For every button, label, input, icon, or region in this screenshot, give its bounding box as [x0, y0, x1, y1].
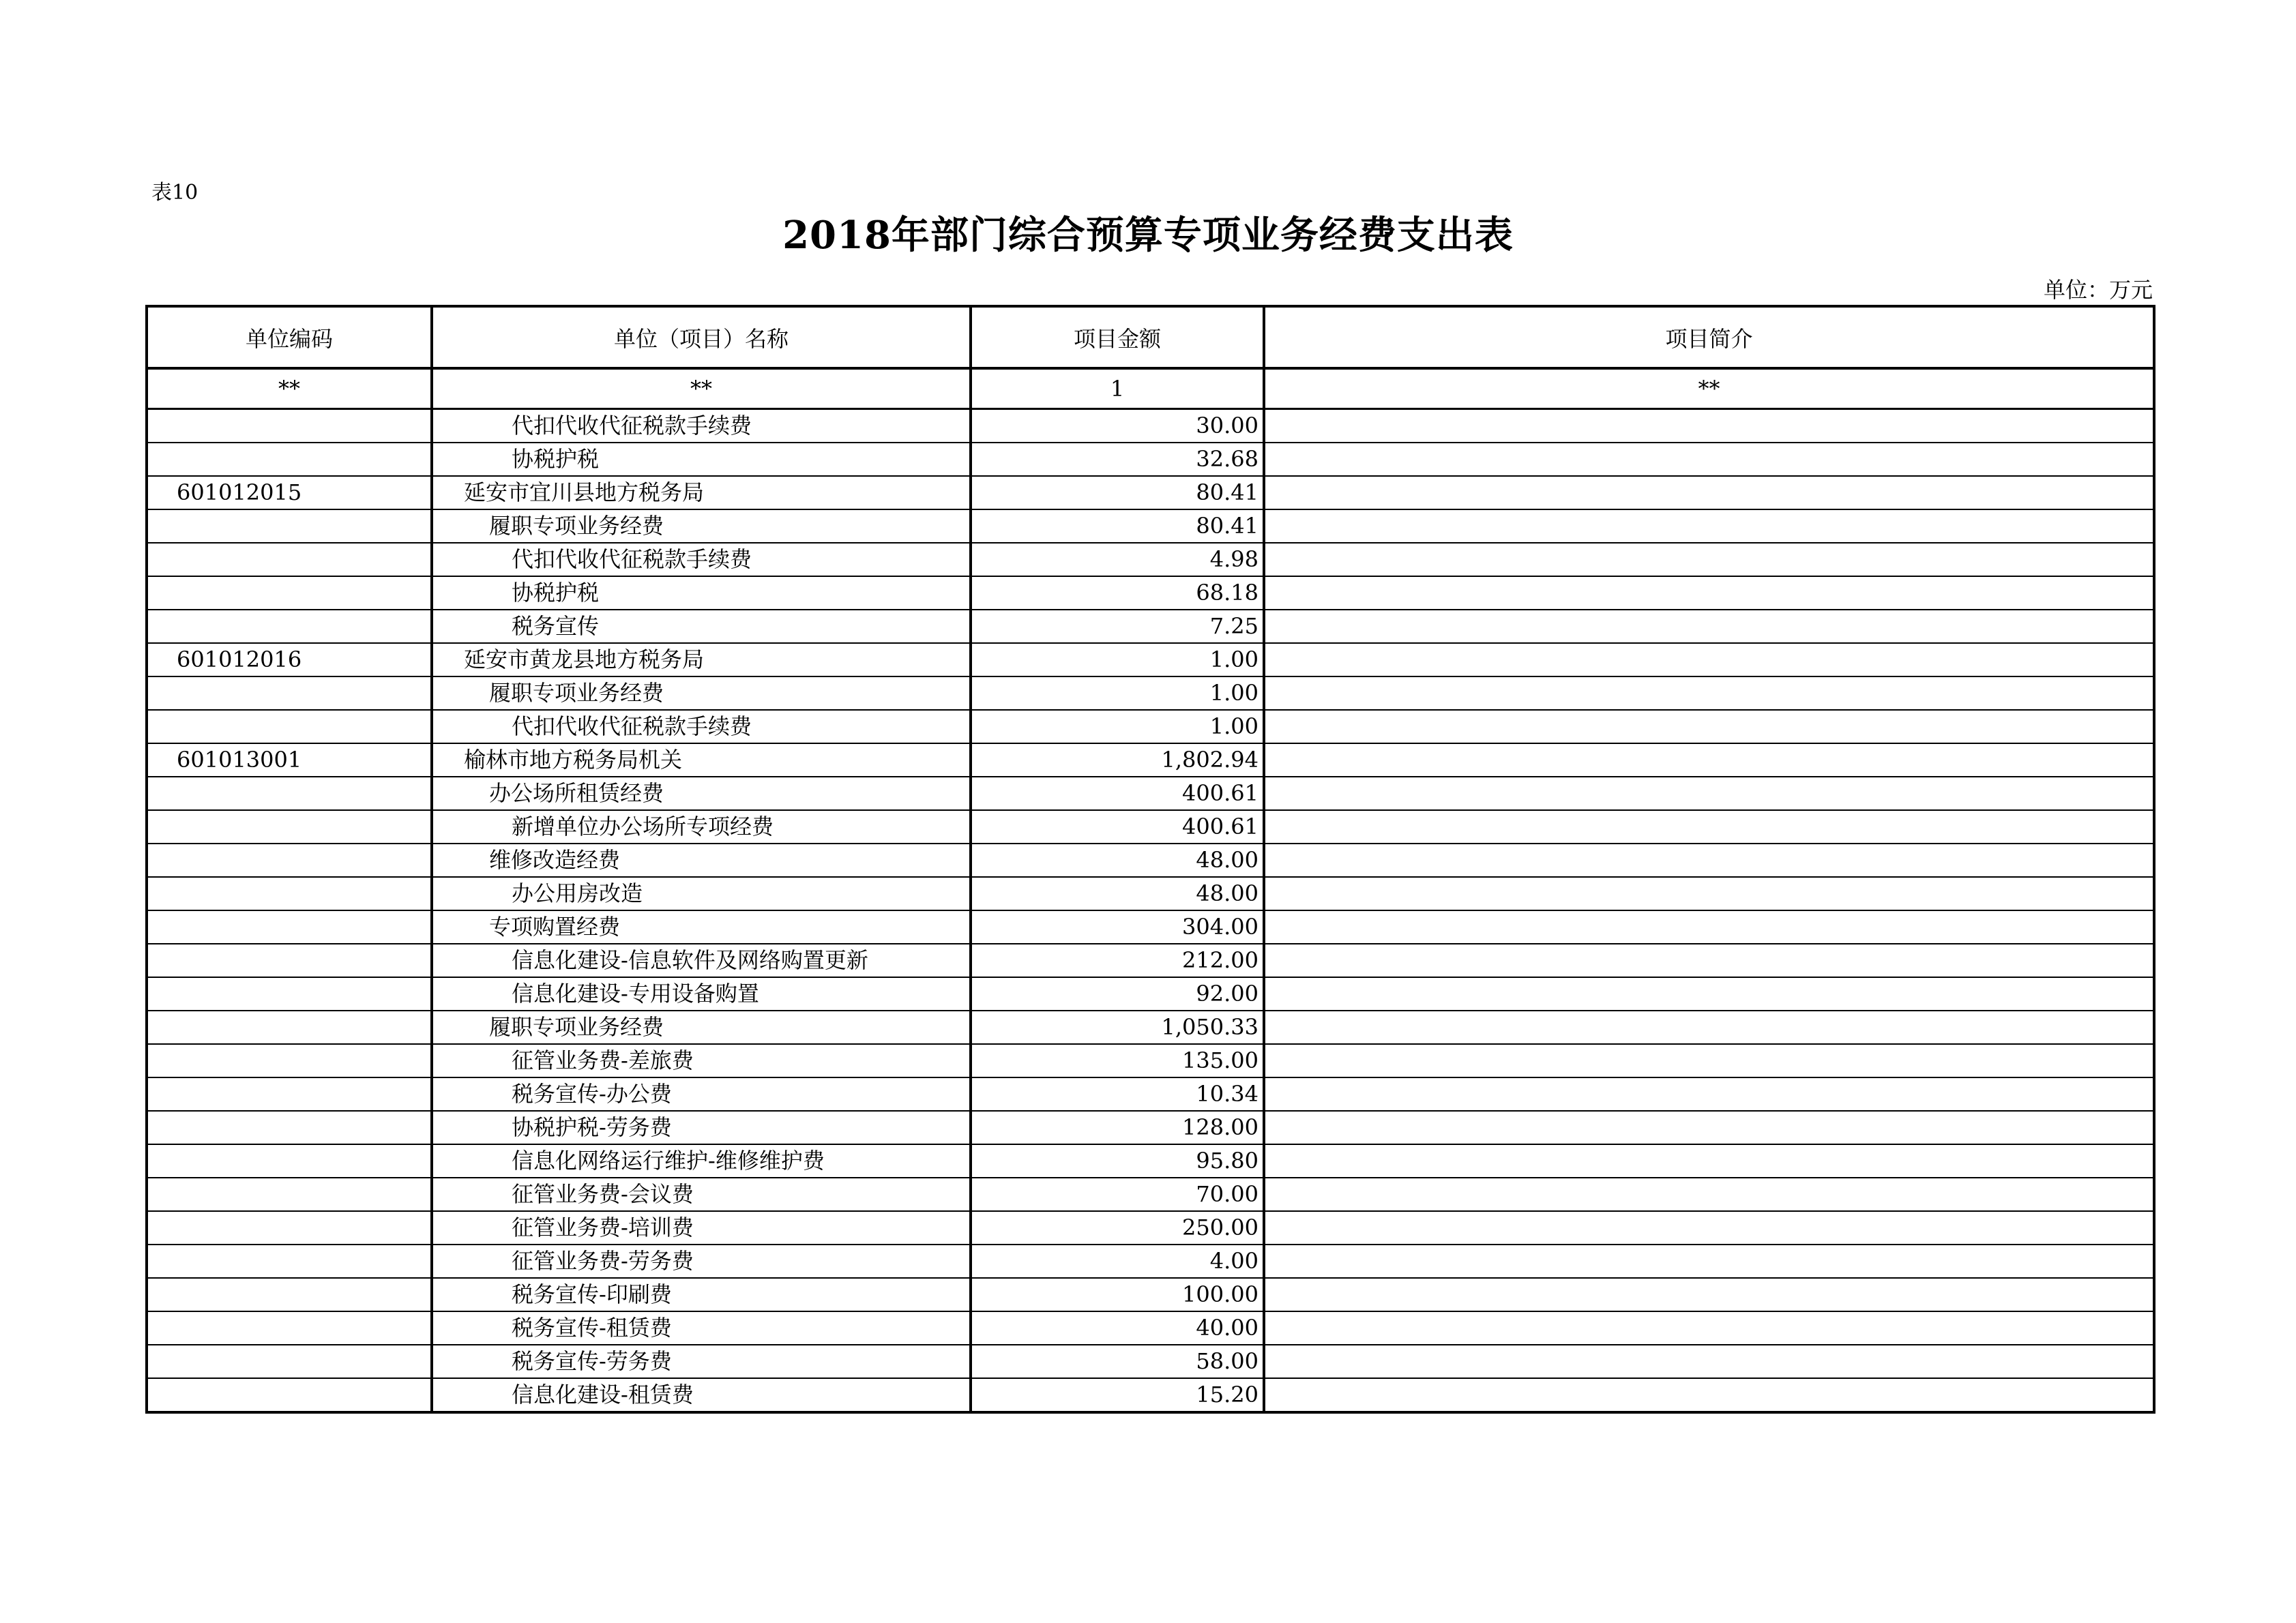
table-row: [147, 1278, 2154, 1311]
unit-code-cell: [147, 509, 432, 543]
amount-cell: 100.00: [971, 1278, 1264, 1311]
item-name-cell: 协税护税: [432, 576, 971, 610]
item-name-cell: 专项购置经费: [432, 910, 971, 944]
amount-cell: 1,050.33: [971, 1011, 1264, 1044]
marker-name: **: [432, 368, 971, 409]
intro-cell: [1264, 1245, 2154, 1278]
table-row: [147, 1245, 2154, 1278]
intro-cell: [1264, 810, 2154, 844]
item-name-cell: 代扣代收代征税款手续费: [432, 710, 971, 743]
item-name-cell: 延安市黄龙县地方税务局: [432, 643, 971, 676]
item-name-cell: 税务宣传-租赁费: [432, 1311, 971, 1345]
amount-cell: 400.61: [971, 777, 1264, 810]
amount-cell: 1.00: [971, 710, 1264, 743]
amount-cell: 80.41: [971, 509, 1264, 543]
unit-code-cell: [147, 443, 432, 476]
amount-cell: 212.00: [971, 944, 1264, 977]
intro-cell: [1264, 877, 2154, 910]
item-name-cell: 办公用房改造: [432, 877, 971, 910]
intro-cell: [1264, 1378, 2154, 1412]
unit-code-cell: [147, 777, 432, 810]
unit-code-cell: [147, 1211, 432, 1245]
amount-cell: 30.00: [971, 409, 1264, 443]
intro-cell: [1264, 676, 2154, 710]
intro-cell: [1264, 1211, 2154, 1245]
amount-cell: 4.98: [971, 543, 1264, 576]
intro-cell: [1264, 1178, 2154, 1211]
table-row: [147, 810, 2154, 844]
table-row: [147, 1211, 2154, 1245]
unit-code-cell: [147, 1111, 432, 1144]
table-row: [147, 777, 2154, 810]
item-name-cell: 履职专项业务经费: [432, 509, 971, 543]
item-name-cell: 税务宣传-办公费: [432, 1077, 971, 1111]
unit-code-cell: [147, 977, 432, 1011]
item-name-cell: 信息化建设-租赁费: [432, 1378, 971, 1412]
intro-cell: [1264, 1011, 2154, 1044]
item-name-cell: 榆林市地方税务局机关: [432, 743, 971, 777]
unit-code-cell: [147, 409, 432, 443]
intro-cell: [1264, 777, 2154, 810]
unit-code-cell: [147, 810, 432, 844]
intro-cell: [1264, 409, 2154, 443]
marker-row: [147, 368, 2154, 409]
table-row: [147, 710, 2154, 743]
column-header-intro: 项目简介: [1264, 306, 2154, 368]
item-name-cell: 税务宣传-印刷费: [432, 1278, 971, 1311]
table-row: [147, 944, 2154, 977]
unit-code-cell: [147, 1311, 432, 1345]
item-name-cell: 履职专项业务经费: [432, 676, 971, 710]
intro-cell: [1264, 543, 2154, 576]
amount-cell: 135.00: [971, 1044, 1264, 1077]
item-name-cell: 协税护税-劳务费: [432, 1111, 971, 1144]
amount-cell: 304.00: [971, 910, 1264, 944]
marker-amount: 1: [971, 368, 1264, 409]
intro-cell: [1264, 643, 2154, 676]
intro-cell: [1264, 1311, 2154, 1345]
table-row: [147, 1077, 2154, 1111]
unit-code-cell: [147, 1077, 432, 1111]
budget-table: [145, 305, 2155, 1414]
amount-cell: 92.00: [971, 977, 1264, 1011]
item-name-cell: 新增单位办公场所专项经费: [432, 810, 971, 844]
amount-cell: 15.20: [971, 1378, 1264, 1412]
amount-cell: 58.00: [971, 1345, 1264, 1378]
item-name-cell: 信息化网络运行维护-维修维护费: [432, 1144, 971, 1178]
amount-cell: 48.00: [971, 844, 1264, 877]
table-row: [147, 676, 2154, 710]
unit-code-cell: [147, 676, 432, 710]
item-name-cell: 征管业务费-会议费: [432, 1178, 971, 1211]
intro-cell: [1264, 443, 2154, 476]
item-name-cell: 信息化建设-信息软件及网络购置更新: [432, 944, 971, 977]
amount-cell: 128.00: [971, 1111, 1264, 1144]
item-name-cell: 代扣代收代征税款手续费: [432, 543, 971, 576]
document-title: 2018年部门综合预算专项业务经费支出表: [782, 213, 1514, 258]
intro-cell: [1264, 1111, 2154, 1144]
table-row: [147, 910, 2154, 944]
table-row: [147, 509, 2154, 543]
unit-code-cell: [147, 1278, 432, 1311]
table-row: [147, 977, 2154, 1011]
item-name-cell: 征管业务费-劳务费: [432, 1245, 971, 1278]
item-name-cell: 征管业务费-培训费: [432, 1211, 971, 1245]
unit-code-cell: [147, 1044, 432, 1077]
item-name-cell: 办公场所租赁经费: [432, 777, 971, 810]
table-row: [147, 610, 2154, 643]
item-name-cell: 代扣代收代征税款手续费: [432, 409, 971, 443]
amount-cell: 1,802.94: [971, 743, 1264, 777]
table-row: [147, 877, 2154, 910]
amount-cell: 1.00: [971, 676, 1264, 710]
column-header-code: 单位编码: [147, 306, 432, 368]
intro-cell: [1264, 1044, 2154, 1077]
amount-cell: 48.00: [971, 877, 1264, 910]
intro-cell: [1264, 977, 2154, 1011]
intro-cell: [1264, 476, 2154, 509]
table-row: [147, 409, 2154, 443]
unit-code-cell: [147, 1011, 432, 1044]
table-row: [147, 1111, 2154, 1144]
intro-cell: [1264, 1345, 2154, 1378]
amount-cell: 32.68: [971, 443, 1264, 476]
unit-code-cell: 601013001: [147, 743, 432, 777]
amount-cell: 1.00: [971, 643, 1264, 676]
table-row: [147, 543, 2154, 576]
column-header-amount: 项目金额: [971, 306, 1264, 368]
amount-cell: 10.34: [971, 1077, 1264, 1111]
intro-cell: [1264, 1077, 2154, 1111]
intro-cell: [1264, 944, 2154, 977]
amount-cell: 95.80: [971, 1144, 1264, 1178]
item-name-cell: 税务宣传-劳务费: [432, 1345, 971, 1378]
unit-code-cell: [147, 1378, 432, 1412]
intro-cell: [1264, 576, 2154, 610]
table-row: [147, 1178, 2154, 1211]
amount-cell: 7.25: [971, 610, 1264, 643]
table-row: [147, 476, 2154, 509]
unit-code-cell: [147, 1178, 432, 1211]
table-row: [147, 1345, 2154, 1378]
unit-code-cell: [147, 877, 432, 910]
table-row: [147, 576, 2154, 610]
unit-code-cell: 601012015: [147, 476, 432, 509]
intro-cell: [1264, 1278, 2154, 1311]
amount-cell: 40.00: [971, 1311, 1264, 1345]
header-row: [147, 306, 2154, 368]
table-row: [147, 1144, 2154, 1178]
unit-code-cell: [147, 710, 432, 743]
marker-intro: **: [1264, 368, 2154, 409]
unit-code-cell: [147, 610, 432, 643]
amount-cell: 68.18: [971, 576, 1264, 610]
unit-code-cell: [147, 576, 432, 610]
table-row: [147, 1011, 2154, 1044]
unit-code-cell: [147, 910, 432, 944]
unit-code-cell: [147, 1345, 432, 1378]
table-row: [147, 1044, 2154, 1077]
unit-code-cell: [147, 543, 432, 576]
item-name-cell: 协税护税: [432, 443, 971, 476]
table-row: [147, 443, 2154, 476]
marker-code: **: [147, 368, 432, 409]
unit-code-cell: [147, 844, 432, 877]
column-header-name: 单位（项目）名称: [432, 306, 971, 368]
intro-cell: [1264, 710, 2154, 743]
table-number: 表10: [151, 181, 198, 205]
item-name-cell: 税务宣传: [432, 610, 971, 643]
item-name-cell: 延安市宜川县地方税务局: [432, 476, 971, 509]
intro-cell: [1264, 509, 2154, 543]
item-name-cell: 维修改造经费: [432, 844, 971, 877]
unit-code-cell: [147, 944, 432, 977]
intro-cell: [1264, 1144, 2154, 1178]
amount-cell: 80.41: [971, 476, 1264, 509]
table-row: [147, 844, 2154, 877]
unit-label: 单位：万元: [2043, 277, 2153, 303]
intro-cell: [1264, 910, 2154, 944]
table-row: [147, 643, 2154, 676]
table-row: [147, 1378, 2154, 1412]
amount-cell: 4.00: [971, 1245, 1264, 1278]
item-name-cell: 履职专项业务经费: [432, 1011, 971, 1044]
intro-cell: [1264, 610, 2154, 643]
amount-cell: 70.00: [971, 1178, 1264, 1211]
amount-cell: 400.61: [971, 810, 1264, 844]
unit-code-cell: 601012016: [147, 643, 432, 676]
table-row: [147, 1311, 2154, 1345]
intro-cell: [1264, 844, 2154, 877]
intro-cell: [1264, 743, 2154, 777]
item-name-cell: 信息化建设-专用设备购置: [432, 977, 971, 1011]
unit-code-cell: [147, 1245, 432, 1278]
item-name-cell: 征管业务费-差旅费: [432, 1044, 971, 1077]
table-body: [147, 409, 2154, 1413]
amount-cell: 250.00: [971, 1211, 1264, 1245]
unit-code-cell: [147, 1144, 432, 1178]
table-row: [147, 743, 2154, 777]
